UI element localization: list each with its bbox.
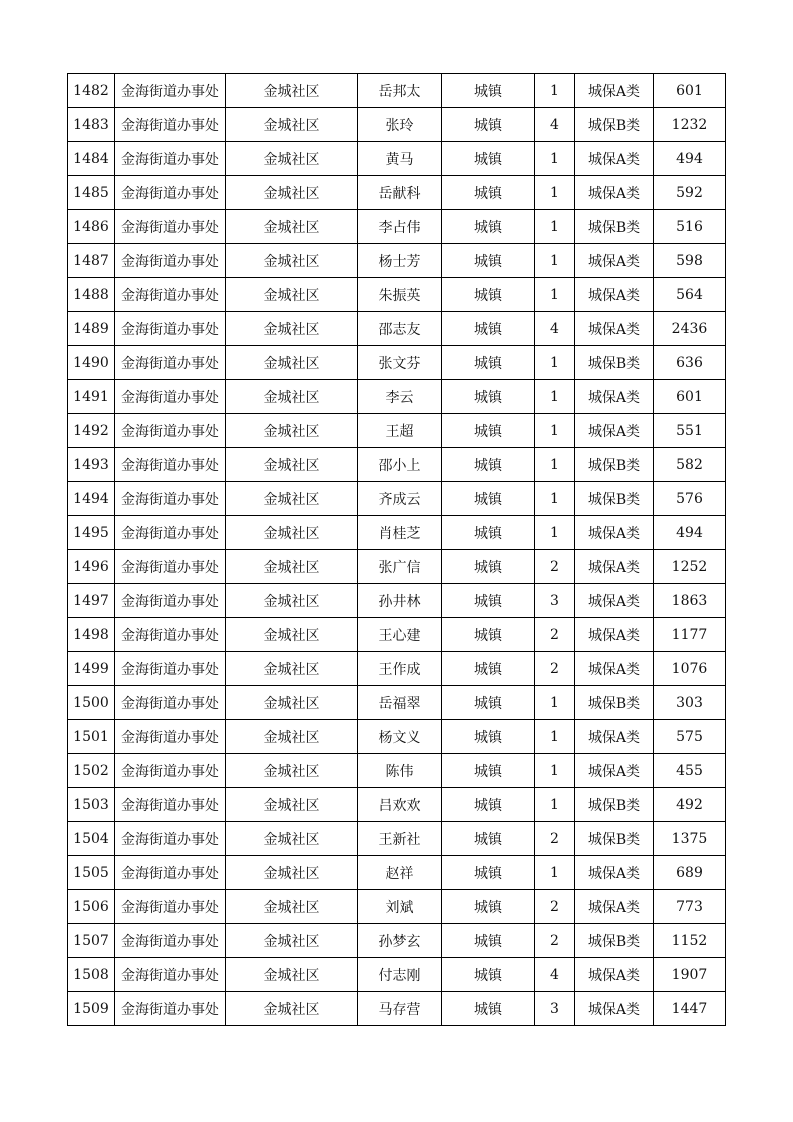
- cell-area: 城镇: [442, 482, 535, 516]
- cell-area: 城镇: [442, 584, 535, 618]
- cell-household-count: 1: [535, 176, 575, 210]
- cell-id: 1500: [68, 686, 115, 720]
- cell-area: 城镇: [442, 516, 535, 550]
- cell-id: 1489: [68, 312, 115, 346]
- cell-area: 城镇: [442, 176, 535, 210]
- cell-community: 金城社区: [226, 516, 358, 550]
- cell-community: 金城社区: [226, 924, 358, 958]
- cell-name: 岳福翠: [358, 686, 442, 720]
- cell-area: 城镇: [442, 312, 535, 346]
- cell-id: 1508: [68, 958, 115, 992]
- cell-area: 城镇: [442, 618, 535, 652]
- cell-community: 金城社区: [226, 890, 358, 924]
- cell-community: 金城社区: [226, 652, 358, 686]
- table-row: [68, 244, 726, 278]
- cell-household-count: 1: [535, 74, 575, 108]
- cell-category: 城保B类: [575, 822, 654, 856]
- cell-office: 金海街道办事处: [115, 856, 226, 890]
- table-row: [68, 108, 726, 142]
- cell-id: 1502: [68, 754, 115, 788]
- cell-name: 杨士芳: [358, 244, 442, 278]
- cell-office: 金海街道办事处: [115, 924, 226, 958]
- cell-name: 岳邦太: [358, 74, 442, 108]
- cell-area: 城镇: [442, 788, 535, 822]
- cell-household-count: 2: [535, 924, 575, 958]
- cell-office: 金海街道办事处: [115, 244, 226, 278]
- cell-id: 1498: [68, 618, 115, 652]
- cell-office: 金海街道办事处: [115, 312, 226, 346]
- cell-office: 金海街道办事处: [115, 482, 226, 516]
- cell-office: 金海街道办事处: [115, 788, 226, 822]
- cell-office: 金海街道办事处: [115, 516, 226, 550]
- table-row: [68, 686, 726, 720]
- cell-amount: 492: [654, 788, 726, 822]
- cell-category: 城保A类: [575, 74, 654, 108]
- cell-id: 1507: [68, 924, 115, 958]
- cell-household-count: 2: [535, 890, 575, 924]
- cell-community: 金城社区: [226, 618, 358, 652]
- cell-area: 城镇: [442, 448, 535, 482]
- cell-category: 城保B类: [575, 686, 654, 720]
- cell-amount: 1152: [654, 924, 726, 958]
- cell-area: 城镇: [442, 380, 535, 414]
- table-row: [68, 516, 726, 550]
- table-row: [68, 482, 726, 516]
- cell-community: 金城社区: [226, 312, 358, 346]
- cell-area: 城镇: [442, 958, 535, 992]
- cell-name: 齐成云: [358, 482, 442, 516]
- cell-name: 赵祥: [358, 856, 442, 890]
- cell-name: 岳献科: [358, 176, 442, 210]
- table-row: [68, 176, 726, 210]
- cell-amount: 1232: [654, 108, 726, 142]
- cell-community: 金城社区: [226, 278, 358, 312]
- cell-amount: 494: [654, 516, 726, 550]
- cell-community: 金城社区: [226, 720, 358, 754]
- cell-amount: 516: [654, 210, 726, 244]
- cell-household-count: 1: [535, 720, 575, 754]
- cell-name: 孙梦玄: [358, 924, 442, 958]
- cell-name: 马存营: [358, 992, 442, 1026]
- cell-office: 金海街道办事处: [115, 720, 226, 754]
- cell-household-count: 2: [535, 550, 575, 584]
- table-row: [68, 822, 726, 856]
- cell-household-count: 1: [535, 686, 575, 720]
- cell-name: 肖桂芝: [358, 516, 442, 550]
- cell-id: 1509: [68, 992, 115, 1026]
- cell-household-count: 4: [535, 108, 575, 142]
- cell-name: 刘斌: [358, 890, 442, 924]
- table-row: [68, 312, 726, 346]
- cell-amount: 773: [654, 890, 726, 924]
- cell-office: 金海街道办事处: [115, 142, 226, 176]
- cell-amount: 303: [654, 686, 726, 720]
- cell-id: 1482: [68, 74, 115, 108]
- cell-household-count: 3: [535, 992, 575, 1026]
- table-row: [68, 788, 726, 822]
- cell-amount: 564: [654, 278, 726, 312]
- cell-household-count: 1: [535, 380, 575, 414]
- cell-community: 金城社区: [226, 788, 358, 822]
- cell-name: 邵志友: [358, 312, 442, 346]
- cell-community: 金城社区: [226, 822, 358, 856]
- cell-category: 城保B类: [575, 448, 654, 482]
- cell-name: 张广信: [358, 550, 442, 584]
- cell-household-count: 3: [535, 584, 575, 618]
- cell-category: 城保B类: [575, 788, 654, 822]
- cell-area: 城镇: [442, 142, 535, 176]
- cell-office: 金海街道办事处: [115, 992, 226, 1026]
- cell-office: 金海街道办事处: [115, 414, 226, 448]
- cell-community: 金城社区: [226, 74, 358, 108]
- cell-area: 城镇: [442, 108, 535, 142]
- table-row: [68, 414, 726, 448]
- cell-community: 金城社区: [226, 686, 358, 720]
- cell-amount: 575: [654, 720, 726, 754]
- cell-office: 金海街道办事处: [115, 346, 226, 380]
- table-row: [68, 924, 726, 958]
- cell-office: 金海街道办事处: [115, 448, 226, 482]
- cell-office: 金海街道办事处: [115, 550, 226, 584]
- cell-household-count: 2: [535, 652, 575, 686]
- cell-id: 1490: [68, 346, 115, 380]
- cell-community: 金城社区: [226, 380, 358, 414]
- table-row: [68, 380, 726, 414]
- cell-id: 1491: [68, 380, 115, 414]
- cell-name: 张文芬: [358, 346, 442, 380]
- cell-amount: 1863: [654, 584, 726, 618]
- cell-amount: 455: [654, 754, 726, 788]
- table-row: [68, 142, 726, 176]
- cell-community: 金城社区: [226, 346, 358, 380]
- cell-id: 1504: [68, 822, 115, 856]
- cell-amount: 598: [654, 244, 726, 278]
- cell-household-count: 1: [535, 788, 575, 822]
- cell-community: 金城社区: [226, 448, 358, 482]
- cell-household-count: 1: [535, 482, 575, 516]
- cell-office: 金海街道办事处: [115, 278, 226, 312]
- cell-office: 金海街道办事处: [115, 652, 226, 686]
- cell-id: 1492: [68, 414, 115, 448]
- cell-community: 金城社区: [226, 210, 358, 244]
- cell-id: 1499: [68, 652, 115, 686]
- cell-community: 金城社区: [226, 244, 358, 278]
- cell-area: 城镇: [442, 856, 535, 890]
- cell-category: 城保A类: [575, 720, 654, 754]
- cell-office: 金海街道办事处: [115, 958, 226, 992]
- cell-category: 城保A类: [575, 958, 654, 992]
- cell-id: 1494: [68, 482, 115, 516]
- cell-category: 城保A类: [575, 380, 654, 414]
- cell-category: 城保B类: [575, 210, 654, 244]
- cell-community: 金城社区: [226, 992, 358, 1026]
- cell-amount: 1177: [654, 618, 726, 652]
- cell-id: 1485: [68, 176, 115, 210]
- cell-name: 杨文义: [358, 720, 442, 754]
- cell-name: 陈伟: [358, 754, 442, 788]
- table-row: [68, 890, 726, 924]
- cell-category: 城保A类: [575, 890, 654, 924]
- cell-community: 金城社区: [226, 482, 358, 516]
- cell-amount: 576: [654, 482, 726, 516]
- cell-community: 金城社区: [226, 142, 358, 176]
- table-row: [68, 74, 726, 108]
- table-row: [68, 210, 726, 244]
- cell-category: 城保B类: [575, 482, 654, 516]
- cell-office: 金海街道办事处: [115, 618, 226, 652]
- cell-id: 1484: [68, 142, 115, 176]
- table-row: [68, 448, 726, 482]
- cell-category: 城保A类: [575, 414, 654, 448]
- cell-community: 金城社区: [226, 550, 358, 584]
- cell-name: 李占伟: [358, 210, 442, 244]
- cell-area: 城镇: [442, 550, 535, 584]
- table-row: [68, 992, 726, 1026]
- cell-amount: 1375: [654, 822, 726, 856]
- cell-amount: 1907: [654, 958, 726, 992]
- cell-office: 金海街道办事处: [115, 210, 226, 244]
- cell-name: 付志刚: [358, 958, 442, 992]
- cell-area: 城镇: [442, 686, 535, 720]
- cell-community: 金城社区: [226, 414, 358, 448]
- cell-household-count: 1: [535, 856, 575, 890]
- cell-office: 金海街道办事处: [115, 754, 226, 788]
- cell-office: 金海街道办事处: [115, 584, 226, 618]
- cell-id: 1486: [68, 210, 115, 244]
- cell-area: 城镇: [442, 754, 535, 788]
- cell-household-count: 4: [535, 958, 575, 992]
- table-row: [68, 278, 726, 312]
- cell-category: 城保A类: [575, 754, 654, 788]
- cell-household-count: 1: [535, 244, 575, 278]
- cell-community: 金城社区: [226, 754, 358, 788]
- cell-category: 城保A类: [575, 244, 654, 278]
- cell-area: 城镇: [442, 210, 535, 244]
- cell-category: 城保A类: [575, 516, 654, 550]
- cell-name: 李云: [358, 380, 442, 414]
- cell-community: 金城社区: [226, 584, 358, 618]
- cell-amount: 636: [654, 346, 726, 380]
- cell-community: 金城社区: [226, 176, 358, 210]
- table-row: [68, 856, 726, 890]
- cell-office: 金海街道办事处: [115, 686, 226, 720]
- data-table: [67, 73, 726, 1026]
- cell-id: 1483: [68, 108, 115, 142]
- cell-area: 城镇: [442, 992, 535, 1026]
- table-row: [68, 652, 726, 686]
- cell-household-count: 1: [535, 516, 575, 550]
- cell-id: 1487: [68, 244, 115, 278]
- cell-office: 金海街道办事处: [115, 890, 226, 924]
- cell-category: 城保A类: [575, 652, 654, 686]
- cell-area: 城镇: [442, 924, 535, 958]
- cell-office: 金海街道办事处: [115, 822, 226, 856]
- cell-name: 朱振英: [358, 278, 442, 312]
- cell-area: 城镇: [442, 652, 535, 686]
- cell-household-count: 1: [535, 346, 575, 380]
- table-row: [68, 618, 726, 652]
- cell-name: 王作成: [358, 652, 442, 686]
- cell-office: 金海街道办事处: [115, 108, 226, 142]
- cell-area: 城镇: [442, 244, 535, 278]
- cell-household-count: 1: [535, 754, 575, 788]
- cell-household-count: 1: [535, 210, 575, 244]
- cell-category: 城保B类: [575, 108, 654, 142]
- cell-name: 王心建: [358, 618, 442, 652]
- cell-area: 城镇: [442, 346, 535, 380]
- cell-name: 张玲: [358, 108, 442, 142]
- table-row: [68, 584, 726, 618]
- cell-name: 邵小上: [358, 448, 442, 482]
- cell-office: 金海街道办事处: [115, 74, 226, 108]
- cell-amount: 1252: [654, 550, 726, 584]
- cell-area: 城镇: [442, 74, 535, 108]
- cell-category: 城保B类: [575, 346, 654, 380]
- cell-amount: 689: [654, 856, 726, 890]
- cell-amount: 601: [654, 380, 726, 414]
- cell-category: 城保A类: [575, 142, 654, 176]
- cell-amount: 601: [654, 74, 726, 108]
- cell-amount: 582: [654, 448, 726, 482]
- cell-household-count: 1: [535, 278, 575, 312]
- cell-household-count: 2: [535, 618, 575, 652]
- cell-category: 城保A类: [575, 550, 654, 584]
- cell-category: 城保A类: [575, 584, 654, 618]
- cell-id: 1501: [68, 720, 115, 754]
- table-row: [68, 346, 726, 380]
- cell-household-count: 1: [535, 448, 575, 482]
- cell-office: 金海街道办事处: [115, 380, 226, 414]
- table-body: [68, 74, 726, 1026]
- cell-id: 1496: [68, 550, 115, 584]
- cell-community: 金城社区: [226, 108, 358, 142]
- table-row: [68, 720, 726, 754]
- table-row: [68, 754, 726, 788]
- cell-category: 城保A类: [575, 618, 654, 652]
- cell-amount: 1076: [654, 652, 726, 686]
- cell-name: 黄马: [358, 142, 442, 176]
- cell-category: 城保A类: [575, 992, 654, 1026]
- cell-name: 吕欢欢: [358, 788, 442, 822]
- cell-household-count: 1: [535, 142, 575, 176]
- table-row: [68, 958, 726, 992]
- cell-community: 金城社区: [226, 958, 358, 992]
- cell-area: 城镇: [442, 890, 535, 924]
- cell-amount: 2436: [654, 312, 726, 346]
- cell-name: 王新社: [358, 822, 442, 856]
- cell-id: 1505: [68, 856, 115, 890]
- cell-amount: 494: [654, 142, 726, 176]
- cell-household-count: 2: [535, 822, 575, 856]
- cell-household-count: 4: [535, 312, 575, 346]
- cell-id: 1488: [68, 278, 115, 312]
- cell-category: 城保A类: [575, 176, 654, 210]
- cell-id: 1493: [68, 448, 115, 482]
- cell-id: 1506: [68, 890, 115, 924]
- cell-category: 城保A类: [575, 278, 654, 312]
- cell-name: 王超: [358, 414, 442, 448]
- cell-category: 城保A类: [575, 856, 654, 890]
- cell-amount: 551: [654, 414, 726, 448]
- cell-name: 孙井林: [358, 584, 442, 618]
- cell-id: 1495: [68, 516, 115, 550]
- cell-household-count: 1: [535, 414, 575, 448]
- cell-id: 1497: [68, 584, 115, 618]
- cell-office: 金海街道办事处: [115, 176, 226, 210]
- cell-amount: 592: [654, 176, 726, 210]
- cell-amount: 1447: [654, 992, 726, 1026]
- cell-area: 城镇: [442, 822, 535, 856]
- cell-area: 城镇: [442, 414, 535, 448]
- cell-area: 城镇: [442, 278, 535, 312]
- table-row: [68, 550, 726, 584]
- cell-id: 1503: [68, 788, 115, 822]
- cell-category: 城保B类: [575, 924, 654, 958]
- cell-community: 金城社区: [226, 856, 358, 890]
- cell-category: 城保A类: [575, 312, 654, 346]
- cell-area: 城镇: [442, 720, 535, 754]
